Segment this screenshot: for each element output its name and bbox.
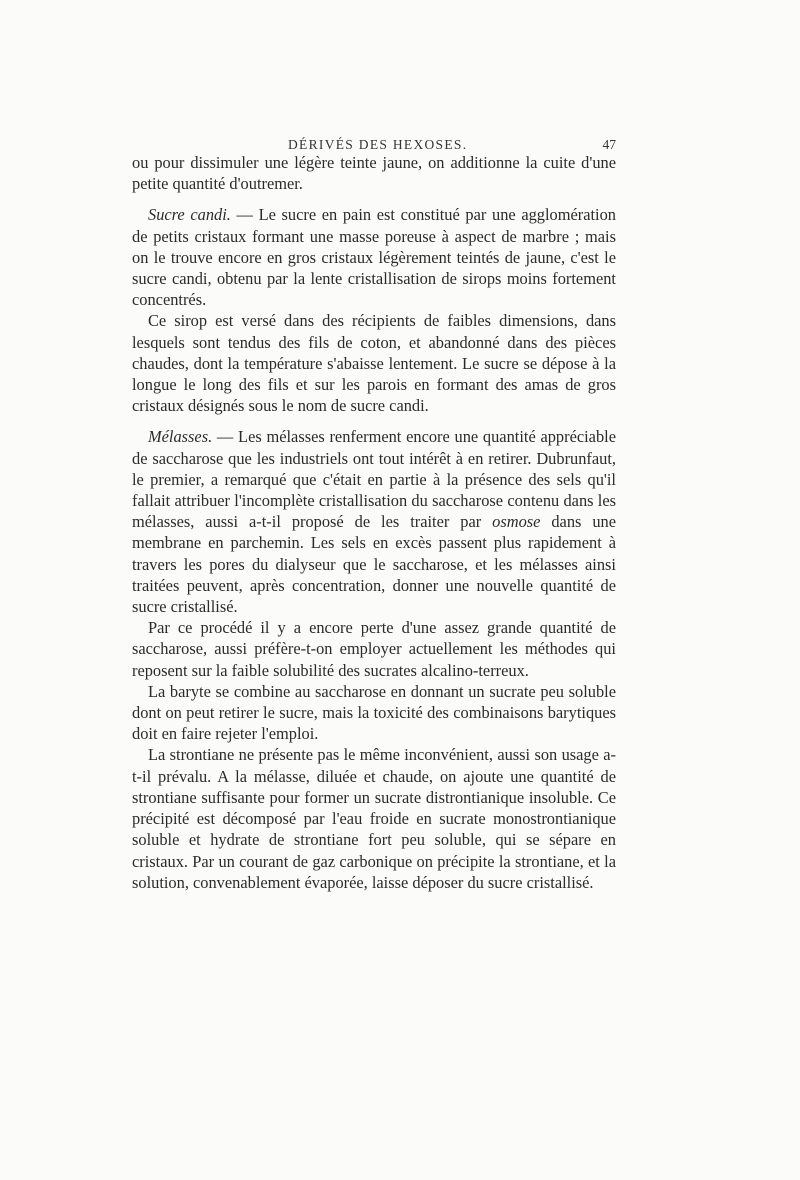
running-title: DÉRIVÉS DES HEXOSES.	[288, 137, 468, 152]
paragraph-text: La strontiane ne présente pas le même inconvénient, aussi son usage a-t-il prévalu. A la mélasse, diluée et chaude, on ajoute une quantité de strontiane suffisante pour former un sucrate distrontianique insoluble. Ce précipité est décomposé par l'eau froide en sucrate monostrontianique soluble et hydrate de strontiane fort peu soluble, qui se sépare en cristaux. Par un courant de gaz carbonique on précipite la strontiane, et la solution, convenablement évaporée, laisse déposer du sucre cristallisé.	[132, 745, 616, 892]
paragraph-text: — Les mélasses renferment encore une quantité appréciable de saccharose que les industriels ont tout intérêt à en retirer. Dubrunfaut, le premier, a remarqué que c'était en partie à la présence des sels qu'il fallait attribuer l'incomplète cristallisation du saccharose contenu dans les mélasses, aussi a-t-il proposé de les traiter par	[132, 427, 616, 532]
paragraph-baryte	[132, 681, 616, 745]
page-content	[132, 132, 616, 893]
paragraph-sucre-candi	[132, 204, 616, 310]
section-heading-sucre-candi: Sucre candi.	[148, 205, 231, 225]
paragraph-text: Ce sirop est versé dans des récipients de faibles dimensions, dans lesquels sont tendus des fils de coton, et abandonné dans des pièces chaudes, dont la température s'abaisse lentement. Le sucre se dépose à la longue le long des fils et sur les parois en formant des amas de gros cristaux désignés sous le nom de sucre candi.	[132, 311, 616, 416]
emphasis-osmose: osmose	[492, 512, 541, 532]
paragraph-procede	[132, 617, 616, 681]
paragraph-text-tail: dans une membrane en parchemin. Les sels en excès passent plus rapidement à travers les pores du dialyseur que le saccharose, et les mélasses ainsi traitées peuvent, après concentration, donner une nouvelle quantité de sucre cristallisé.	[132, 512, 617, 617]
paragraph-cuite	[132, 152, 616, 194]
paragraph-melasses	[132, 426, 616, 617]
paragraph-text: La baryte se combine au saccharose en donnant un sucrate peu soluble dont on peut retirer le sucre, mais la toxicité des combinaisons barytiques doit en faire rejeter l'emploi.	[132, 681, 616, 744]
paragraph-text: Par ce procédé il y a encore perte d'une assez grande quantité de saccharose, aussi préfère-t-on employer actuellement les méthodes qui reposent sur la faible solubilité des sucrates alcalino-terreux.	[132, 618, 616, 680]
page-number: 47	[602, 137, 616, 152]
section-heading-melasses: Mélasses.	[148, 427, 213, 447]
paragraph-strontiane	[132, 744, 616, 892]
paragraph-text: ou pour dissimuler une légère teinte jaune, on additionne la cuite d'une petite quantité d'outremer.	[132, 153, 616, 194]
running-head	[132, 132, 616, 154]
paragraph-sirop	[132, 310, 616, 416]
paragraph-text: — Le sucre en pain est constitué par une agglomération de petits cristaux formant une masse poreuse à aspect de marbre ; mais on le trouve encore en gros cristaux légèrement teintés de jaune, c'est le sucre candi, obtenu par la lente cristallisation de sirops moins fortement concentrés.	[132, 205, 616, 310]
